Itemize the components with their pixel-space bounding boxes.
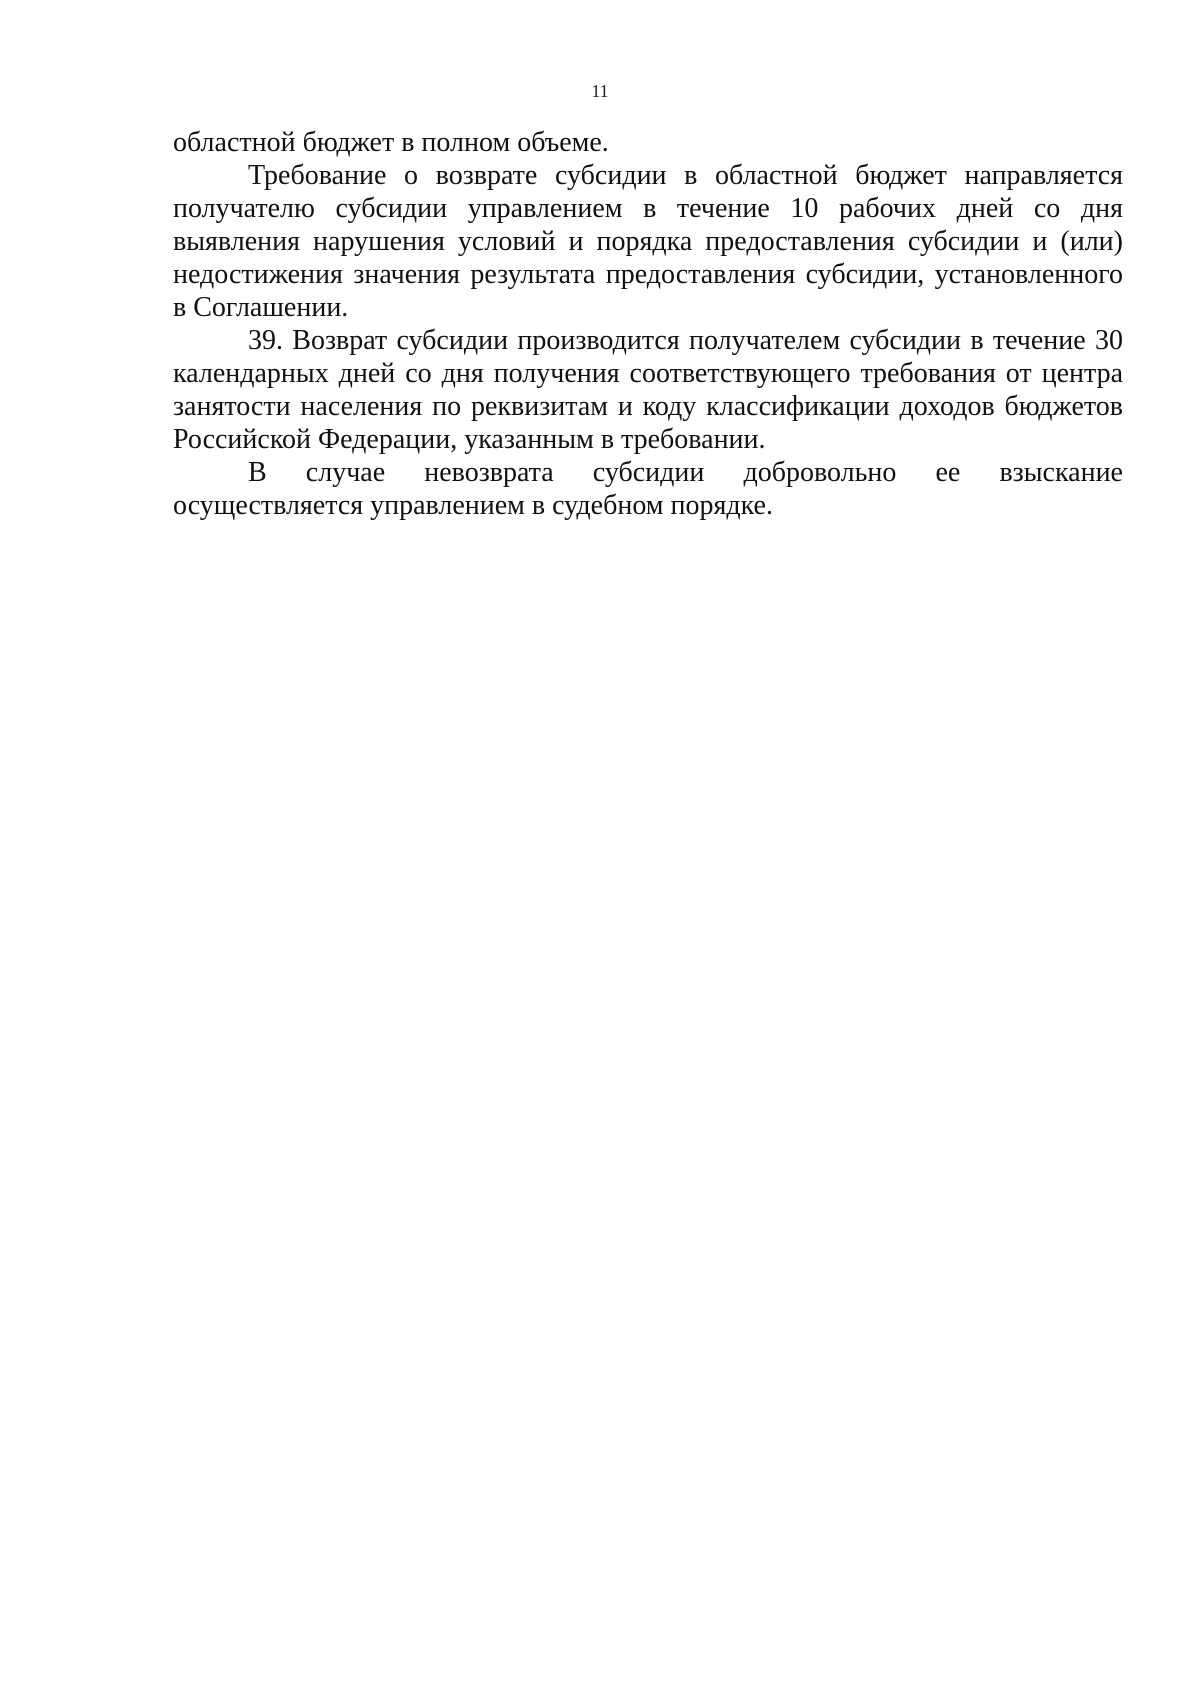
paragraph-continuation: областной бюджет в полном объеме. bbox=[173, 127, 609, 158]
document-body bbox=[173, 126, 1123, 522]
paragraph-court-recovery: В случае невозврата субсидии добровольно ее взыскание осуществляется управлением в судебном порядке. bbox=[173, 457, 1123, 521]
paragraph-return-requirement: Требование о возврате субсидии в областной бюджет направляется получателю субсидии управлением в течение 10 рабочих дней со дня выявления нарушения условий и порядка предоставления субсидии и (или) недостижения значения результата предоставления субсидии, установленного в Соглашении. bbox=[173, 160, 1123, 323]
paragraph-clause-39: 39. Возврат субсидии производится получателем субсидии в течение 30 календарных дней со дня получения соответствующего требования от центра занятости населения по реквизитам и коду классификации доходов бюджетов Российской Федерации, указанным в требовании. bbox=[173, 325, 1123, 455]
page-number: 11 bbox=[591, 81, 609, 101]
